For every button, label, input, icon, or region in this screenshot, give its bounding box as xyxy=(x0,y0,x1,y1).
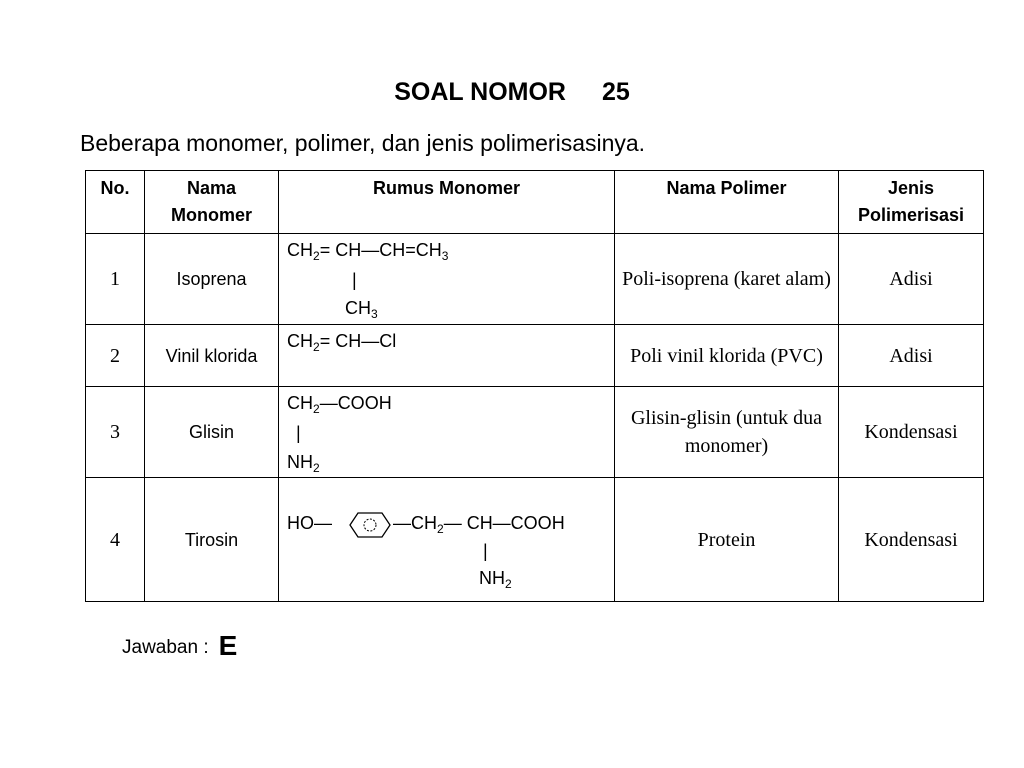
row-number: 1 xyxy=(86,234,145,325)
title-label: SOAL NOMOR xyxy=(394,78,566,106)
polymerization-type: Adisi xyxy=(839,325,984,387)
page-title xyxy=(0,78,1024,107)
header-polymerization-type: Jenis Polimerisasi xyxy=(839,171,984,234)
table-header-row xyxy=(86,171,984,234)
header-polymer-name: Nama Polimer xyxy=(615,171,839,234)
polymer-name: Glisin-glisin (untuk dua monomer) xyxy=(615,387,839,478)
row-number: 4 xyxy=(86,478,145,602)
monomer-formula: $CH_2=$ $CH—CH=CH_3$ | $CH_3$ xyxy=(279,234,615,325)
polymer-name: Poli-isoprena (karet alam) xyxy=(615,234,839,325)
polymerization-type: Kondensasi xyxy=(839,478,984,602)
answer-value: E xyxy=(218,630,238,661)
header-monomer-name: Nama Monomer xyxy=(145,171,279,234)
monomer-formula: $CH_2—COOH$ | $NH_2$ xyxy=(279,387,615,478)
table-row xyxy=(86,325,984,387)
benzene-ring-icon xyxy=(349,512,391,538)
polymer-name: Poli vinil klorida (PVC) xyxy=(615,325,839,387)
header-no: No. xyxy=(86,171,145,234)
monomer-name: Tirosin xyxy=(145,478,279,602)
table-row xyxy=(86,478,984,602)
monomer-name: Glisin xyxy=(145,387,279,478)
header-monomer-formula: Rumus Monomer xyxy=(279,171,615,234)
monomer-formula: HO— $—CH_2—$ CH—COOH | $NH_2$ xyxy=(279,478,615,602)
row-number: 3 xyxy=(86,387,145,478)
question-number: 25 xyxy=(601,78,630,106)
answer-label: Jawaban : xyxy=(122,637,209,658)
polymer-name: Protein xyxy=(615,478,839,602)
polymerization-type: Adisi xyxy=(839,234,984,325)
monomer-formula: $CH_2=$ CH—Cl xyxy=(279,325,615,387)
monomer-name: Vinil klorida xyxy=(145,325,279,387)
polymerization-type: Kondensasi xyxy=(839,387,984,478)
polymer-table xyxy=(85,170,984,602)
table-row xyxy=(86,234,984,325)
row-number: 2 xyxy=(86,325,145,387)
question-text: Beberapa monomer, polimer, dan jenis polimerisasinya. xyxy=(80,130,646,156)
table-row xyxy=(86,387,984,478)
monomer-name: Isoprena xyxy=(145,234,279,325)
answer xyxy=(122,628,237,660)
